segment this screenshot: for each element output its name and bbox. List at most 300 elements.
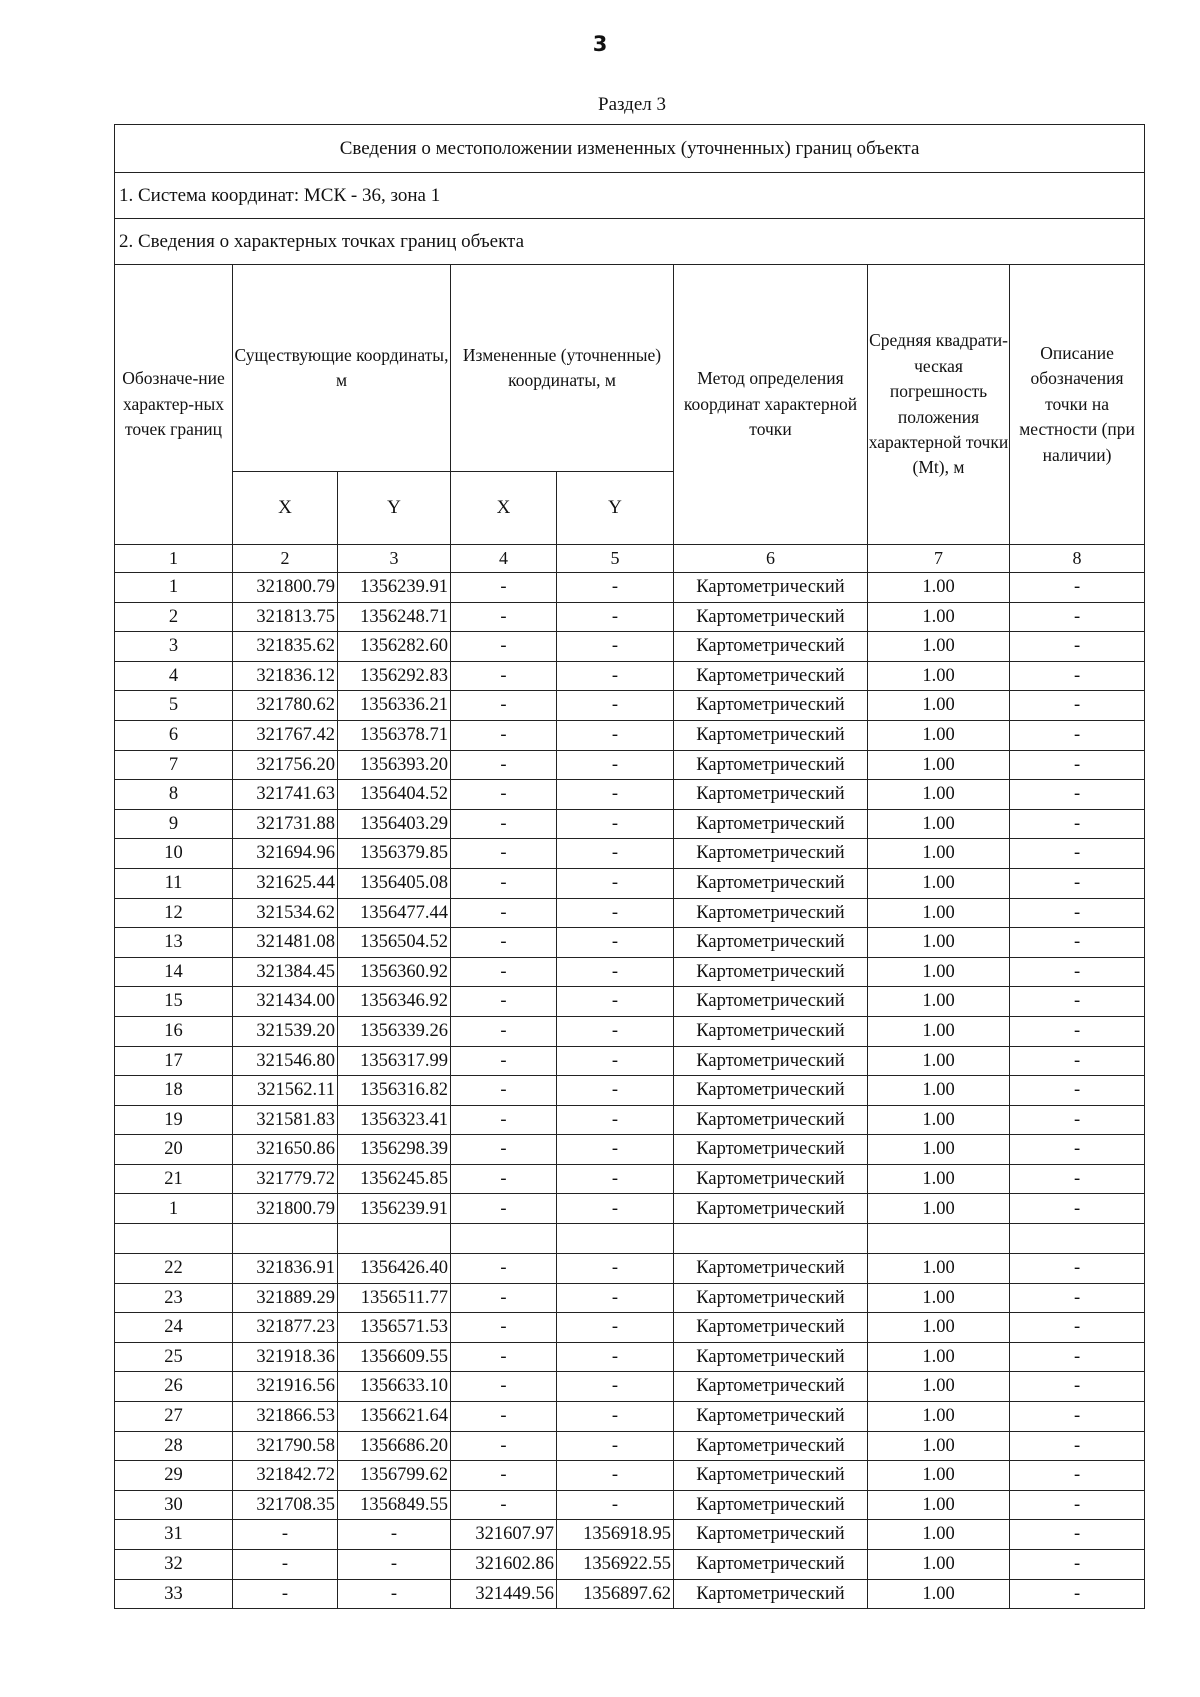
existing-y-cell: 1356511.77 [338, 1283, 451, 1313]
point-designation-cell: 1 [115, 573, 233, 603]
mean-error-cell: 1.00 [868, 1402, 1010, 1432]
point-designation-cell: 18 [115, 1076, 233, 1106]
existing-y-cell: 1356316.82 [338, 1076, 451, 1106]
table-row [115, 1402, 1145, 1432]
existing-x-cell: 321800.79 [233, 573, 338, 603]
description-cell: - [1010, 573, 1145, 603]
mean-error-cell: 1.00 [868, 1135, 1010, 1165]
method-cell: Картометрический [674, 928, 868, 958]
table-row [115, 573, 1145, 603]
changed-y-cell: - [557, 1164, 674, 1194]
mean-error-cell: 1.00 [868, 1342, 1010, 1372]
description-cell: - [1010, 691, 1145, 721]
changed-x-cell: 321607.97 [451, 1520, 557, 1550]
changed-x-cell: - [451, 1402, 557, 1432]
table-row [115, 1372, 1145, 1402]
point-designation-cell: 13 [115, 928, 233, 958]
section-title: Раздел 3 [598, 94, 666, 115]
changed-y-cell [557, 1224, 674, 1254]
existing-y-cell: 1356323.41 [338, 1105, 451, 1135]
method-cell: Картометрический [674, 1372, 868, 1402]
method-cell: Картометрический [674, 750, 868, 780]
method-cell: Картометрический [674, 1579, 868, 1609]
changed-x-cell: - [451, 661, 557, 691]
changed-x-cell: - [451, 1164, 557, 1194]
description-cell: - [1010, 750, 1145, 780]
point-designation-cell: 5 [115, 691, 233, 721]
point-designation-cell: 3 [115, 632, 233, 662]
table-row [115, 632, 1145, 662]
existing-x-cell: 321836.91 [233, 1254, 338, 1284]
method-cell: Картометрический [674, 957, 868, 987]
description-cell: - [1010, 1579, 1145, 1609]
point-designation-cell: 31 [115, 1520, 233, 1550]
mean-error-cell: 1.00 [868, 898, 1010, 928]
column-number: 2 [233, 545, 338, 573]
description-cell: - [1010, 1164, 1145, 1194]
table-row [115, 1283, 1145, 1313]
point-designation-cell: 7 [115, 750, 233, 780]
existing-y-cell: 1356571.53 [338, 1313, 451, 1343]
changed-x-cell: - [451, 602, 557, 632]
existing-y-cell: 1356346.92 [338, 987, 451, 1017]
existing-x-cell: 321813.75 [233, 602, 338, 632]
table-row [115, 1016, 1145, 1046]
method-cell: Картометрический [674, 1431, 868, 1461]
column-number: 7 [868, 545, 1010, 573]
changed-x-cell: - [451, 720, 557, 750]
point-designation-cell: 6 [115, 720, 233, 750]
changed-y-cell: - [557, 1402, 674, 1432]
existing-x-cell: 321481.08 [233, 928, 338, 958]
changed-x-cell: - [451, 1372, 557, 1402]
point-designation-cell: 21 [115, 1164, 233, 1194]
point-designation-cell: 17 [115, 1046, 233, 1076]
existing-x-cell: 321836.12 [233, 661, 338, 691]
description-cell: - [1010, 868, 1145, 898]
existing-x-cell: 321384.45 [233, 957, 338, 987]
changed-x-cell: - [451, 1313, 557, 1343]
existing-x-cell: 321434.00 [233, 987, 338, 1017]
mean-error-cell: 1.00 [868, 1579, 1010, 1609]
existing-y-cell: 1356849.55 [338, 1490, 451, 1520]
existing-y-cell: 1356426.40 [338, 1254, 451, 1284]
table-row [115, 1076, 1145, 1106]
column-number: 4 [451, 545, 557, 573]
changed-y-cell: 1356922.55 [557, 1550, 674, 1580]
changed-x-cell: - [451, 1283, 557, 1313]
mean-error-cell: 1.00 [868, 573, 1010, 603]
mean-error-cell: 1.00 [868, 1046, 1010, 1076]
mean-error-cell: 1.00 [868, 1550, 1010, 1580]
changed-y-cell: - [557, 573, 674, 603]
table-row [115, 780, 1145, 810]
point-designation-cell: 25 [115, 1342, 233, 1372]
table-row [115, 1431, 1145, 1461]
mean-error-cell: 1.00 [868, 928, 1010, 958]
header-changed-y: Y [557, 472, 674, 545]
changed-x-cell: - [451, 839, 557, 869]
changed-x-cell: - [451, 868, 557, 898]
point-designation-cell: 11 [115, 868, 233, 898]
mean-error-cell: 1.00 [868, 720, 1010, 750]
existing-x-cell: 321835.62 [233, 632, 338, 662]
existing-y-cell: 1356282.60 [338, 632, 451, 662]
description-cell: - [1010, 1550, 1145, 1580]
method-cell: Картометрический [674, 1194, 868, 1224]
description-cell: - [1010, 898, 1145, 928]
existing-x-cell: 321889.29 [233, 1283, 338, 1313]
table-row [115, 661, 1145, 691]
method-cell: Картометрический [674, 1550, 868, 1580]
changed-y-cell: - [557, 809, 674, 839]
changed-x-cell: - [451, 957, 557, 987]
table-row [115, 809, 1145, 839]
method-cell: Картометрический [674, 1520, 868, 1550]
changed-y-cell: - [557, 602, 674, 632]
description-cell: - [1010, 987, 1145, 1017]
changed-y-cell: - [557, 1135, 674, 1165]
mean-error-cell: 1.00 [868, 1164, 1010, 1194]
changed-y-cell: - [557, 928, 674, 958]
mean-error-cell: 1.00 [868, 780, 1010, 810]
header-changed-x: X [451, 472, 557, 545]
table-row [115, 602, 1145, 632]
existing-y-cell: 1356504.52 [338, 928, 451, 958]
description-cell: - [1010, 1372, 1145, 1402]
description-cell: - [1010, 928, 1145, 958]
existing-y-cell: 1356378.71 [338, 720, 451, 750]
table-row [115, 1520, 1145, 1550]
mean-error-cell: 1.00 [868, 750, 1010, 780]
column-numbers-row [115, 545, 1145, 573]
table-row [115, 750, 1145, 780]
existing-y-cell [338, 1224, 451, 1254]
existing-y-cell: - [338, 1550, 451, 1580]
table-title: Сведения о местоположении измененных (уточненных) границ объекта [115, 125, 1145, 173]
existing-x-cell: - [233, 1520, 338, 1550]
mean-error-cell: 1.00 [868, 1194, 1010, 1224]
point-designation-cell: 15 [115, 987, 233, 1017]
mean-error-cell: 1.00 [868, 1431, 1010, 1461]
existing-x-cell: 321800.79 [233, 1194, 338, 1224]
mean-error-cell: 1.00 [868, 1076, 1010, 1106]
point-designation-cell: 1 [115, 1194, 233, 1224]
changed-y-cell: - [557, 1076, 674, 1106]
changed-x-cell: - [451, 1135, 557, 1165]
mean-error-cell: 1.00 [868, 1461, 1010, 1491]
table-row [115, 720, 1145, 750]
description-cell: - [1010, 1490, 1145, 1520]
method-cell: Картометрический [674, 1076, 868, 1106]
header-error: Средняя квадрати-ческая погрешность положения характерной точки (Mt), м [868, 265, 1010, 545]
header-method: Метод определения координат характерной точки [674, 265, 868, 545]
description-cell: - [1010, 809, 1145, 839]
mean-error-cell: 1.00 [868, 691, 1010, 721]
method-cell: Картометрический [674, 839, 868, 869]
existing-y-cell: 1356393.20 [338, 750, 451, 780]
description-cell: - [1010, 1402, 1145, 1432]
changed-y-cell: 1356918.95 [557, 1520, 674, 1550]
description-cell: - [1010, 1283, 1145, 1313]
point-designation-cell: 9 [115, 809, 233, 839]
method-cell: Картометрический [674, 1135, 868, 1165]
mean-error-cell: 1.00 [868, 602, 1010, 632]
method-cell: Картометрический [674, 809, 868, 839]
existing-y-cell: 1356292.83 [338, 661, 451, 691]
header-existing-y: Y [338, 472, 451, 545]
changed-x-cell: - [451, 1461, 557, 1491]
method-cell: Картометрический [674, 1283, 868, 1313]
mean-error-cell: 1.00 [868, 632, 1010, 662]
existing-x-cell: 321790.58 [233, 1431, 338, 1461]
mean-error-cell: 1.00 [868, 839, 1010, 869]
table-row [115, 1313, 1145, 1343]
mean-error-cell: 1.00 [868, 661, 1010, 691]
existing-x-cell: 321767.42 [233, 720, 338, 750]
existing-x-cell: 321842.72 [233, 1461, 338, 1491]
description-cell: - [1010, 1313, 1145, 1343]
existing-y-cell: 1356379.85 [338, 839, 451, 869]
method-cell: Картометрический [674, 1402, 868, 1432]
existing-y-cell: 1356360.92 [338, 957, 451, 987]
method-cell: Картометрический [674, 780, 868, 810]
point-designation-cell: 22 [115, 1254, 233, 1284]
column-number: 8 [1010, 545, 1145, 573]
description-cell: - [1010, 602, 1145, 632]
description-cell: - [1010, 720, 1145, 750]
existing-y-cell: 1356621.64 [338, 1402, 451, 1432]
changed-y-cell: - [557, 1254, 674, 1284]
changed-x-cell: - [451, 573, 557, 603]
table-row [115, 1490, 1145, 1520]
description-cell: - [1010, 1135, 1145, 1165]
mean-error-cell: 1.00 [868, 1016, 1010, 1046]
method-cell: Картометрический [674, 898, 868, 928]
method-cell: Картометрический [674, 661, 868, 691]
table-row [115, 1194, 1145, 1224]
description-cell: - [1010, 957, 1145, 987]
changed-y-cell: - [557, 661, 674, 691]
mean-error-cell: 1.00 [868, 809, 1010, 839]
changed-y-cell: - [557, 1342, 674, 1372]
point-designation-cell [115, 1224, 233, 1254]
changed-y-cell: - [557, 1016, 674, 1046]
existing-x-cell: 321625.44 [233, 868, 338, 898]
changed-y-cell: - [557, 898, 674, 928]
existing-y-cell: 1356609.55 [338, 1342, 451, 1372]
point-designation-cell: 24 [115, 1313, 233, 1343]
changed-y-cell: - [557, 632, 674, 662]
point-designation-cell: 14 [115, 957, 233, 987]
existing-y-cell: 1356405.08 [338, 868, 451, 898]
point-designation-cell: 33 [115, 1579, 233, 1609]
table-row [115, 868, 1145, 898]
existing-y-cell: 1356403.29 [338, 809, 451, 839]
changed-x-cell: - [451, 928, 557, 958]
method-cell: Картометрический [674, 868, 868, 898]
existing-y-cell: 1356404.52 [338, 780, 451, 810]
header-description: Описание обозначения точки на местности (при наличии) [1010, 265, 1145, 545]
existing-x-cell [233, 1224, 338, 1254]
changed-y-cell: - [557, 957, 674, 987]
mean-error-cell: 1.00 [868, 1490, 1010, 1520]
point-designation-cell: 27 [115, 1402, 233, 1432]
method-cell: Картометрический [674, 1164, 868, 1194]
method-cell: Картометрический [674, 1254, 868, 1284]
point-designation-cell: 26 [115, 1372, 233, 1402]
column-number: 1 [115, 545, 233, 573]
existing-y-cell: 1356477.44 [338, 898, 451, 928]
description-cell: - [1010, 1520, 1145, 1550]
method-cell: Картометрический [674, 1313, 868, 1343]
existing-y-cell: 1356633.10 [338, 1372, 451, 1402]
table-row [115, 839, 1145, 869]
method-cell: Картометрический [674, 1016, 868, 1046]
table-row [115, 1135, 1145, 1165]
method-cell: Картометрический [674, 1046, 868, 1076]
changed-x-cell: - [451, 632, 557, 662]
changed-y-cell: - [557, 1194, 674, 1224]
point-designation-cell: 20 [115, 1135, 233, 1165]
mean-error-cell: 1.00 [868, 1254, 1010, 1284]
description-cell: - [1010, 780, 1145, 810]
existing-y-cell: 1356686.20 [338, 1431, 451, 1461]
description-cell: - [1010, 1105, 1145, 1135]
point-designation-cell: 8 [115, 780, 233, 810]
boundary-points-table [114, 124, 1145, 1609]
description-cell [1010, 1224, 1145, 1254]
description-cell: - [1010, 1254, 1145, 1284]
mean-error-cell: 1.00 [868, 1520, 1010, 1550]
description-cell: - [1010, 1016, 1145, 1046]
changed-x-cell: - [451, 1254, 557, 1284]
description-cell: - [1010, 661, 1145, 691]
existing-x-cell: 321534.62 [233, 898, 338, 928]
mean-error-cell: 1.00 [868, 1105, 1010, 1135]
changed-y-cell: - [557, 1490, 674, 1520]
existing-x-cell: 321756.20 [233, 750, 338, 780]
method-cell: Картометрический [674, 720, 868, 750]
table-row [115, 1342, 1145, 1372]
mean-error-cell: 1.00 [868, 957, 1010, 987]
method-cell: Картометрический [674, 987, 868, 1017]
changed-y-cell: - [557, 1046, 674, 1076]
changed-x-cell: 321602.86 [451, 1550, 557, 1580]
points-heading: 2. Сведения о характерных точках границ объекта [115, 219, 1145, 265]
existing-x-cell: - [233, 1579, 338, 1609]
existing-x-cell: - [233, 1550, 338, 1580]
point-designation-cell: 32 [115, 1550, 233, 1580]
existing-x-cell: 321731.88 [233, 809, 338, 839]
changed-y-cell: - [557, 1461, 674, 1491]
changed-x-cell: - [451, 691, 557, 721]
table-row [115, 1579, 1145, 1609]
table-row [115, 1105, 1145, 1135]
description-cell: - [1010, 1194, 1145, 1224]
changed-x-cell: - [451, 1194, 557, 1224]
method-cell [674, 1224, 868, 1254]
point-designation-cell: 4 [115, 661, 233, 691]
existing-x-cell: 321650.86 [233, 1135, 338, 1165]
existing-y-cell: 1356317.99 [338, 1046, 451, 1076]
table-row [115, 1224, 1145, 1254]
existing-x-cell: 321741.63 [233, 780, 338, 810]
changed-y-cell: - [557, 868, 674, 898]
existing-x-cell: 321562.11 [233, 1076, 338, 1106]
changed-x-cell [451, 1224, 557, 1254]
changed-y-cell: - [557, 987, 674, 1017]
existing-y-cell: 1356239.91 [338, 1194, 451, 1224]
existing-y-cell: 1356799.62 [338, 1461, 451, 1491]
changed-y-cell: - [557, 1283, 674, 1313]
description-cell: - [1010, 1342, 1145, 1372]
table-row [115, 1254, 1145, 1284]
description-cell: - [1010, 1076, 1145, 1106]
existing-x-cell: 321581.83 [233, 1105, 338, 1135]
method-cell: Картометрический [674, 1461, 868, 1491]
point-designation-cell: 16 [115, 1016, 233, 1046]
existing-y-cell: 1356298.39 [338, 1135, 451, 1165]
point-designation-cell: 28 [115, 1431, 233, 1461]
changed-x-cell: - [451, 1016, 557, 1046]
column-number: 6 [674, 545, 868, 573]
point-designation-cell: 30 [115, 1490, 233, 1520]
changed-y-cell: - [557, 691, 674, 721]
method-cell: Картометрический [674, 1105, 868, 1135]
changed-x-cell: - [451, 987, 557, 1017]
table-row [115, 1461, 1145, 1491]
existing-x-cell: 321918.36 [233, 1342, 338, 1372]
table-row [115, 957, 1145, 987]
column-number: 5 [557, 545, 674, 573]
point-designation-cell: 23 [115, 1283, 233, 1313]
changed-y-cell: - [557, 780, 674, 810]
mean-error-cell: 1.00 [868, 1283, 1010, 1313]
description-cell: - [1010, 1431, 1145, 1461]
changed-y-cell: - [557, 1372, 674, 1402]
table-row [115, 691, 1145, 721]
point-designation-cell: 2 [115, 602, 233, 632]
existing-y-cell: 1356248.71 [338, 602, 451, 632]
point-designation-cell: 19 [115, 1105, 233, 1135]
existing-y-cell: - [338, 1579, 451, 1609]
method-cell: Картометрический [674, 691, 868, 721]
existing-y-cell: 1356239.91 [338, 573, 451, 603]
existing-y-cell: - [338, 1520, 451, 1550]
existing-y-cell: 1356336.21 [338, 691, 451, 721]
header-existing-x: X [233, 472, 338, 545]
header-designation: Обозначе-ние характер-ных точек границ [115, 265, 233, 545]
changed-y-cell: - [557, 1105, 674, 1135]
changed-x-cell: - [451, 1105, 557, 1135]
changed-x-cell: - [451, 780, 557, 810]
changed-x-cell: - [451, 750, 557, 780]
mean-error-cell [868, 1224, 1010, 1254]
changed-y-cell: - [557, 839, 674, 869]
table-row [115, 1550, 1145, 1580]
method-cell: Картометрический [674, 632, 868, 662]
existing-x-cell: 321539.20 [233, 1016, 338, 1046]
point-designation-cell: 29 [115, 1461, 233, 1491]
table-body [115, 573, 1145, 1609]
table-row [115, 1164, 1145, 1194]
existing-x-cell: 321866.53 [233, 1402, 338, 1432]
page-number: 3 [592, 32, 608, 56]
changed-x-cell: - [451, 809, 557, 839]
mean-error-cell: 1.00 [868, 1372, 1010, 1402]
changed-x-cell: - [451, 1046, 557, 1076]
